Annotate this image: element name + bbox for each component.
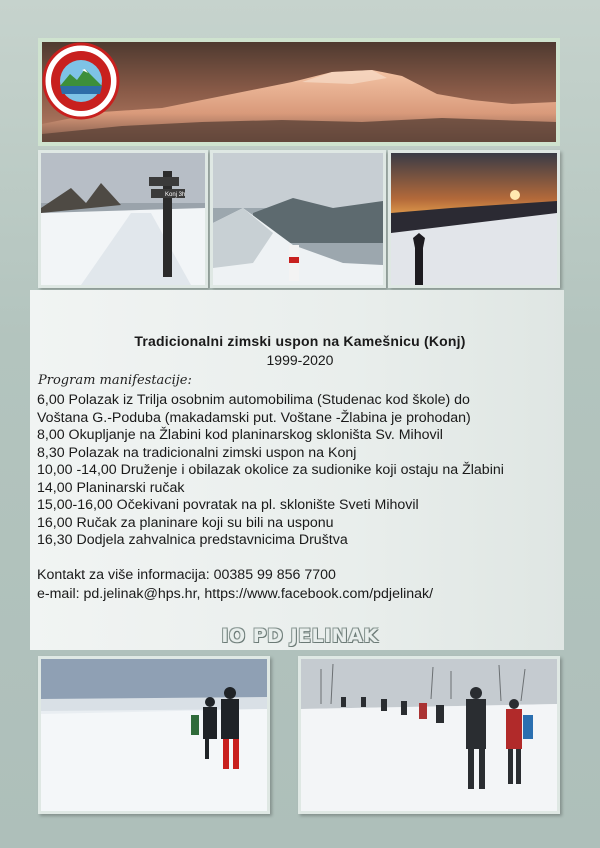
program-label: Program manifestacije: xyxy=(38,373,192,388)
program-line: Voštana G.-Poduba (makadamski put. Voštane -Žlabina je prohodan) xyxy=(37,409,471,426)
photo-hiking-group xyxy=(298,656,560,814)
event-title: Tradicionalni zimski uspon na Kamešnicu (Konj) xyxy=(134,333,466,349)
photo-summit-view xyxy=(210,150,386,288)
program-line: 16,30 Dodjela zahvalnica predstavnicima Društva xyxy=(37,532,348,548)
contact-info xyxy=(37,566,567,604)
program-line: 8,30 Polazak na tradicionalni zimski uspon na Konj xyxy=(37,444,357,461)
program-line: 6,00 Polazak iz Trilja osobnim automobilima (Studenac kod škole) do xyxy=(37,392,470,408)
contact-email: e-mail: pd.jelinak@hps.hr, https://www.facebook.com/pdjelinak/ xyxy=(37,586,434,602)
photo-trail-signpost xyxy=(38,150,208,288)
program-line: 10,00 -14,00 Druženje i obilazak okolice za sudionike koji ostaju na Žlabini xyxy=(37,462,504,478)
program-schedule xyxy=(37,392,567,550)
photo-hikers-snowfield xyxy=(38,656,270,814)
header-banner xyxy=(38,38,560,146)
program-line: 16,00 Ručak za planinare koji su bili na usponu xyxy=(37,514,334,531)
signpost-label: Konj 3h xyxy=(165,192,186,198)
program-line: 8,00 Okupljanje na Žlabini kod planinarskog skloništa Sv. Mihovil xyxy=(37,427,443,443)
contact-phone: Kontakt za više informacija: 00385 99 856 7700 xyxy=(37,567,336,583)
event-years: 1999-2020 xyxy=(266,352,334,368)
signature-board: IO PD JELINAK xyxy=(221,625,379,647)
program-line: 15,00-16,00 Očekivani povratak na pl. sklonište Sveti Mihovil xyxy=(37,497,419,513)
photo-sunset xyxy=(388,150,560,288)
mountain-panorama xyxy=(42,42,556,142)
club-logo xyxy=(42,42,120,120)
program-line: 14,00 Planinarski ručak xyxy=(37,479,185,496)
